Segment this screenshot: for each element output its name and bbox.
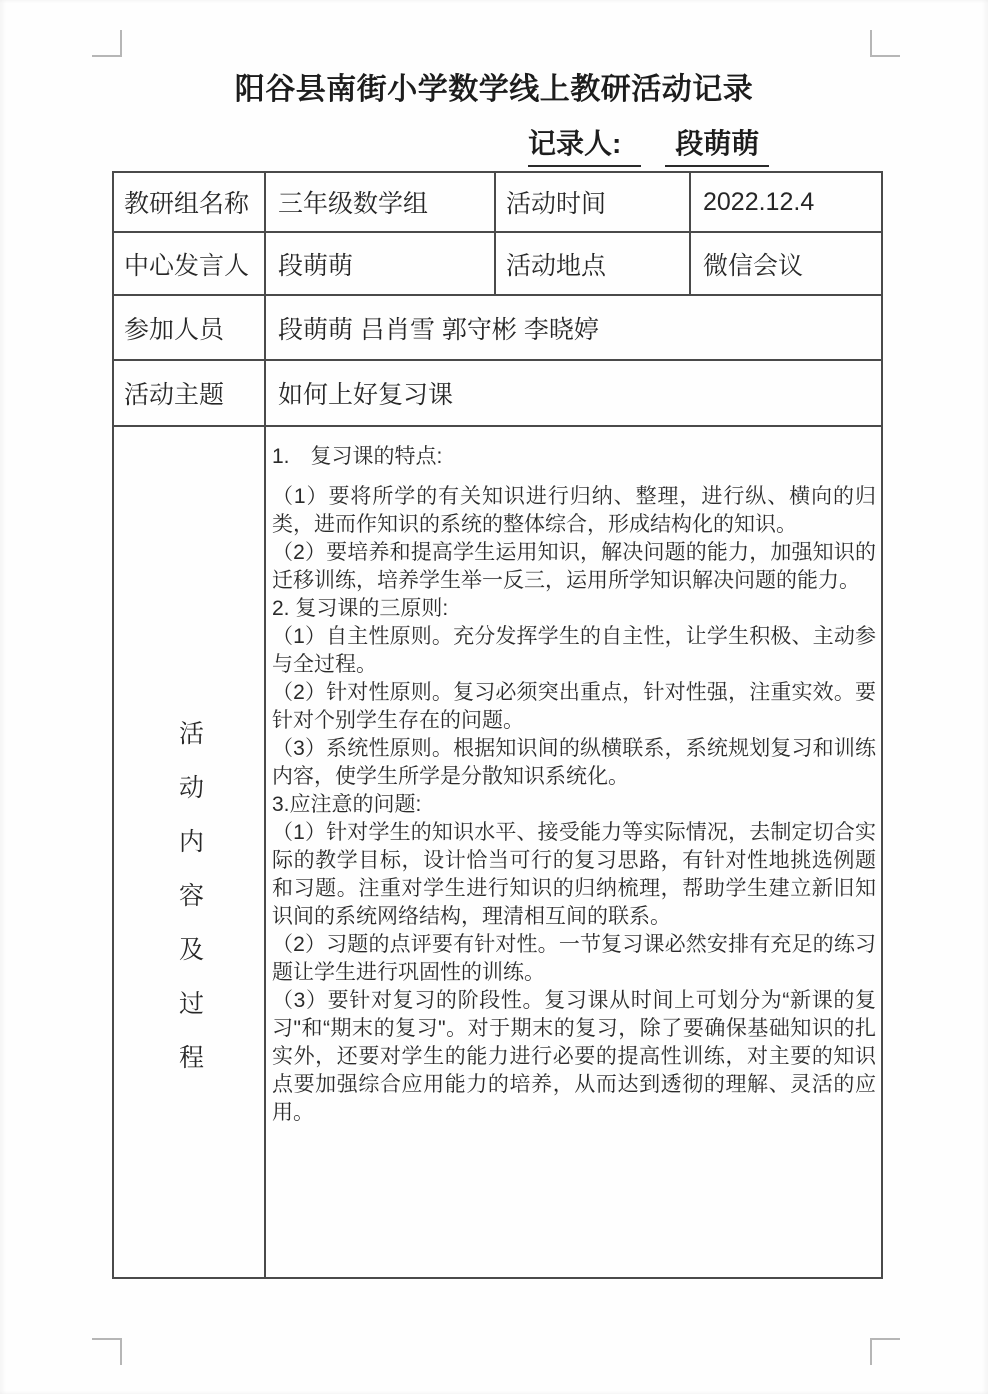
content-paragraph: 3.应注意的问题: (272, 793, 422, 816)
activity-time-label: 活动时间 (495, 172, 690, 232)
content-paragraph: （1）针对学生的知识水平、接受能力等实际情况，去制定切合实际的教学目标，设计恰当可行的复习思路，有针对性地挑选例题和习题。注重对学生进行知识的归纳梳理，帮助学生建立新旧知识间的系统网络结构，理清相互间的联系。 (272, 821, 876, 928)
content-paragraph: （3）系统性原则。根据知识间的纵横联系，系统规划复习和训练内容，使学生所学是分散知识系统化。 (272, 737, 876, 788)
table-row-topic (113, 360, 882, 426)
speaker-label: 中心发言人 (113, 232, 265, 295)
table-row-participants (113, 295, 882, 360)
content-paragraph: （3）要针对复习的阶段性。复习课从时间上可划分为“新课的复习"和“期末的复习"。对于期末的复习，除了要确保基础知识的扎实外，还要对学生的能力进行必要的提高性训练，对主要的知识点要加强综合应用能力的培养，从而达到透彻的理解、灵活的应用。 (272, 989, 876, 1124)
content-cell (265, 426, 882, 1278)
content-paragraph: 1. 复习课的特点: (272, 445, 443, 468)
recorder-label: 记录人: (528, 122, 641, 167)
margin-mark-top-left (92, 30, 122, 57)
content-paragraph: （1）要将所学的有关知识进行归纳、整理，进行纵、横向的归类，进而作知识的系统的整体综合，形成结构化的知识。 (272, 485, 876, 536)
content-paragraph: （2）习题的点评要有针对性。一节复习课必然安排有充足的练习题让学生进行巩固性的训练。 (272, 933, 876, 984)
page-title: 阳谷县南街小学数学线上教研活动记录 (234, 73, 754, 106)
content-vertical-label: 活动内容及过程 (175, 720, 204, 1098)
participants-value: 段萌萌 吕肖雪 郭守彬 李晓婷 (265, 295, 882, 360)
activity-time-value: 2022.12.4 (690, 172, 882, 232)
content-label-cell (113, 426, 265, 1278)
content-paragraph: （2）针对性原则。复习必须突出重点，针对性强，注重实效。要针对个别学生存在的问题。 (272, 681, 876, 732)
activity-record-table (112, 171, 883, 1279)
topic-value: 如何上好复习课 (265, 360, 882, 426)
content-paragraph: （1）自主性原则。充分发挥学生的自主性，让学生积极、主动参与全过程。 (272, 625, 876, 676)
activity-place-value: 微信会议 (690, 232, 882, 295)
content-paragraph: 2. 复习课的三原则: (272, 597, 449, 620)
participants-label: 参加人员 (113, 295, 265, 360)
activity-place-label: 活动地点 (495, 232, 690, 295)
recorder-line (528, 122, 769, 167)
topic-label: 活动主题 (113, 360, 265, 426)
margin-mark-top-right (870, 30, 900, 57)
speaker-value: 段萌萌 (265, 232, 495, 295)
group-name-value: 三年级数学组 (265, 172, 495, 232)
content-paragraph: （2）要培养和提高学生运用知识，解决问题的能力，加强知识的迁移训练，培养学生举一反三，运用所学知识解决问题的能力。 (272, 541, 876, 592)
recorder-name: 段萌萌 (665, 122, 769, 167)
group-name-label: 教研组名称 (113, 172, 265, 232)
margin-mark-bottom-right (870, 1338, 900, 1365)
margin-mark-bottom-left (92, 1338, 122, 1365)
table-row-group-name (113, 172, 882, 232)
table-row-content (113, 426, 882, 1278)
table-row-speaker (113, 232, 882, 295)
